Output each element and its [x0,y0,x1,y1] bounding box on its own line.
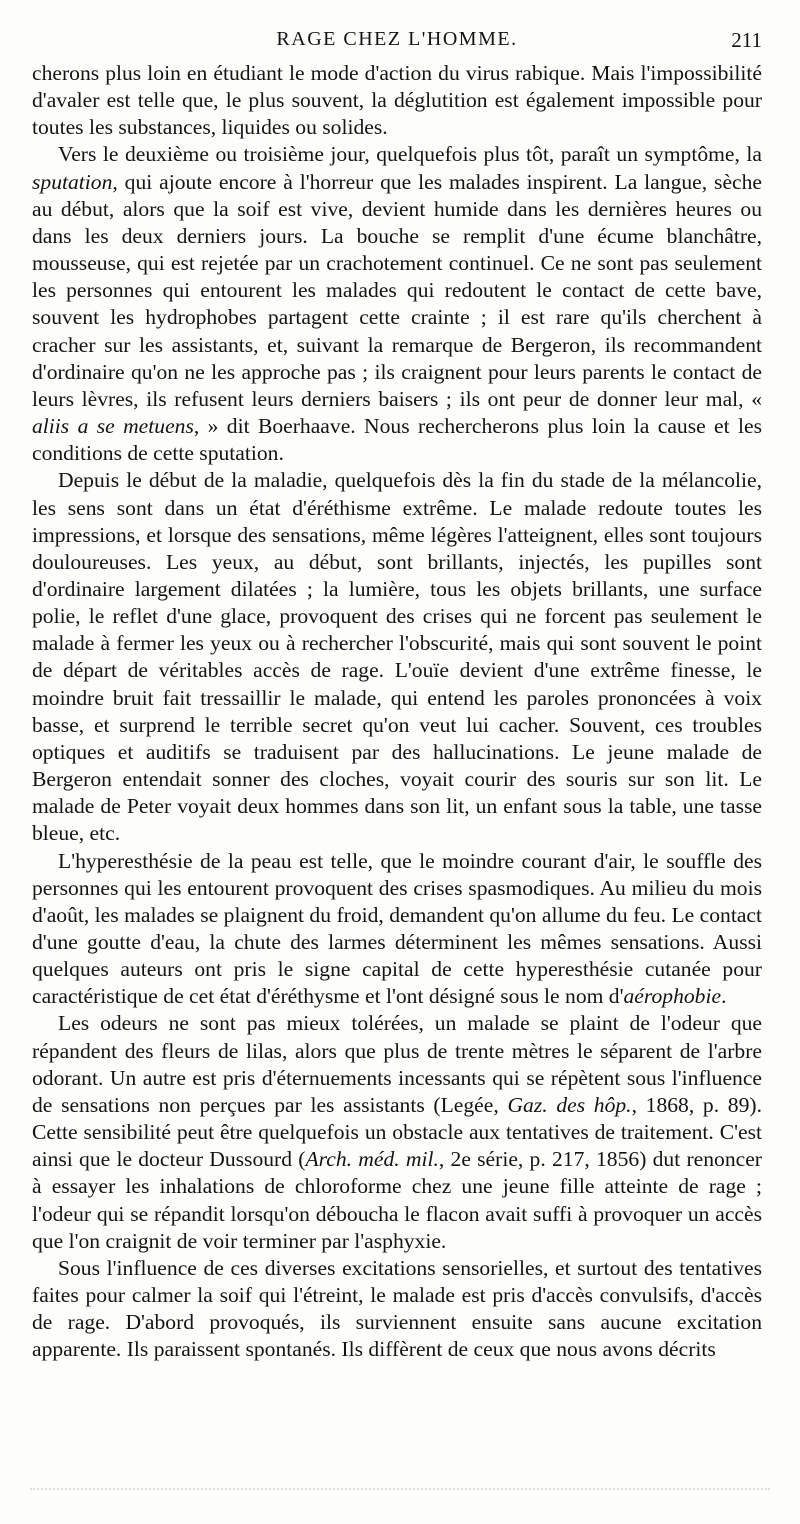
text-run: Vers le deuxième ou troisième jour, quelquefois plus tôt, paraît un symptôme, la [58,142,762,167]
text-run: Sous l'influence de ces diverses excitations sensorielles, et surtout des tentatives faites pour calmer la soif qui l'étreint, le malade est pris d'accès convulsifs, d'accès de rage. D'abord provoqués, ils surviennent ensuite sans aucune excitation apparente. Ils paraissent spontanés. Ils diffèrent de ceux que nous avons décrits [32,1255,762,1362]
running-head [32,28,762,58]
text-run: , 2e série, p. 217, 1856) dut renoncer à essayer les inhalations de chloroforme chez une jeune fille atteinte de rage ; l'odeur qui se répandit lorsqu'on déboucha le flacon avait suffi à provoquer un accès que l'on craignit de voir terminer par l'asphyxie. [32,1147,762,1253]
paragraph [32,141,762,467]
text-run: Les odeurs ne sont pas mieux tolérées, un malade se plaint de l'odeur que répandent des fleurs de lilas, alors que plus de trente mètres le séparent de l'arbre odorant. Un autre est pris d'éternuements incessants qui se répètent sous l'influence de sensations non perçues par les assistants (Legée, [32,1011,762,1117]
italic-text: Arch. méd. mil. [305,1147,439,1172]
paragraph [32,1010,762,1254]
paragraph [32,1255,762,1364]
text-run: , qui ajoute encore à l'horreur que les malades inspirent. La langue, sèche au début, alors que la soif est vive, devient humide dans les dernières heures ou dans les deux derniers jours. La bouche se remplit d'une écume blanchâtre, mousseuse, qui est rejetée par un crachotement continuel. Ce ne sont pas seulement les personnes qui entourent les malades qui redoutent le contact de cette bave, souvent les hydrophobes partagent cette crainte ; il est rare qu'ils cherchent à cracher sur les assistants, et, suivant la remarque de Bergeron, ils recommandent d'ordinaire qu'on ne les approche pas ; ils craignent pour leurs parents le contact de leurs lèvres, ils refusent leurs derniers baisers ; ils ont peur de donner leur mal, « [32,169,762,411]
text-run: Depuis le début de la maladie, quelquefois dès la fin du stade de la mélancolie, les sens sont dans un état d'éréthisme extrême. Le malade redoute toutes les impressions, et lorsque des sensations, même légères l'atteignent, elles sont toujours douloureuses. Les yeux, au début, sont brillants, injectés, les pupilles sont d'ordinaire largement dilatées ; la lumière, tous les objets brillants, une surface polie, le reflet d'une glace, provoquent des crises qui ne forcent pas seulement le malade à fermer les yeux ou à rechercher l'obscurité, mais qui sont souvent le point de départ de véritables accès de rage. L'ouïe devient d'une extrême finesse, le moindre bruit fait tressaillir le malade, qui entend les paroles prononcées à voix basse, et surprend le terrible secret qu'on veut lui cacher. Souvent, ces troubles optiques et auditifs se traduisent par des hallucinations. Le jeune malade de Bergeron entendait sonner des cloches, voyait courir des souris sur son lit. Le malade de Peter voyait deux hommes dans son lit, un enfant sous la table, une tasse bleue, etc. [32,468,762,846]
scan-specks [30,1488,770,1494]
page-number: 211 [731,28,762,52]
italic-text: aérophobie [623,984,722,1009]
text-run: , 1868, p. 89). Cette sensibilité peut être quelquefois un obstacle aux tentatives de traitement. C'est ainsi que le docteur Dussourd ( [32,1092,762,1172]
paragraph [32,467,762,847]
paragraph [32,848,762,1011]
text-run: , » dit Boerhaave. Nous rechercherons plus loin la cause et les conditions de cette sputation. [32,414,762,466]
italic-text: aliis a se metuens [32,414,194,439]
running-title: RAGE CHEZ L'HOMME. [276,28,518,50]
italic-text: Gaz. des hôp. [507,1092,632,1117]
text-run: L'hyperesthésie de la peau est telle, que le moindre courant d'air, le souffle des personnes qui les entourent provoquent des crises spasmodiques. Au milieu du mois d'août, les malades se plaignent du froid, demandent qu'on allume du feu. Le contact d'une goutte d'eau, la chute des larmes déterminent les mêmes sensations. Aussi quelques auteurs ont pris le signe capital de cette hyperesthésie cutanée pour caractéristique de cet état d'éréthysme et l'ont désigné sous le nom d' [32,848,762,1009]
body-text [32,60,762,1364]
text-run: cherons plus loin en étudiant le mode d'action du virus rabique. Mais l'impossibilité d'avaler est telle que, le plus souvent, la déglutition est également impossible pour toutes les substances, liquides ou solides. [32,61,762,140]
paragraph [32,60,762,141]
italic-text: sputation [32,169,113,194]
text-run: . [721,984,727,1009]
